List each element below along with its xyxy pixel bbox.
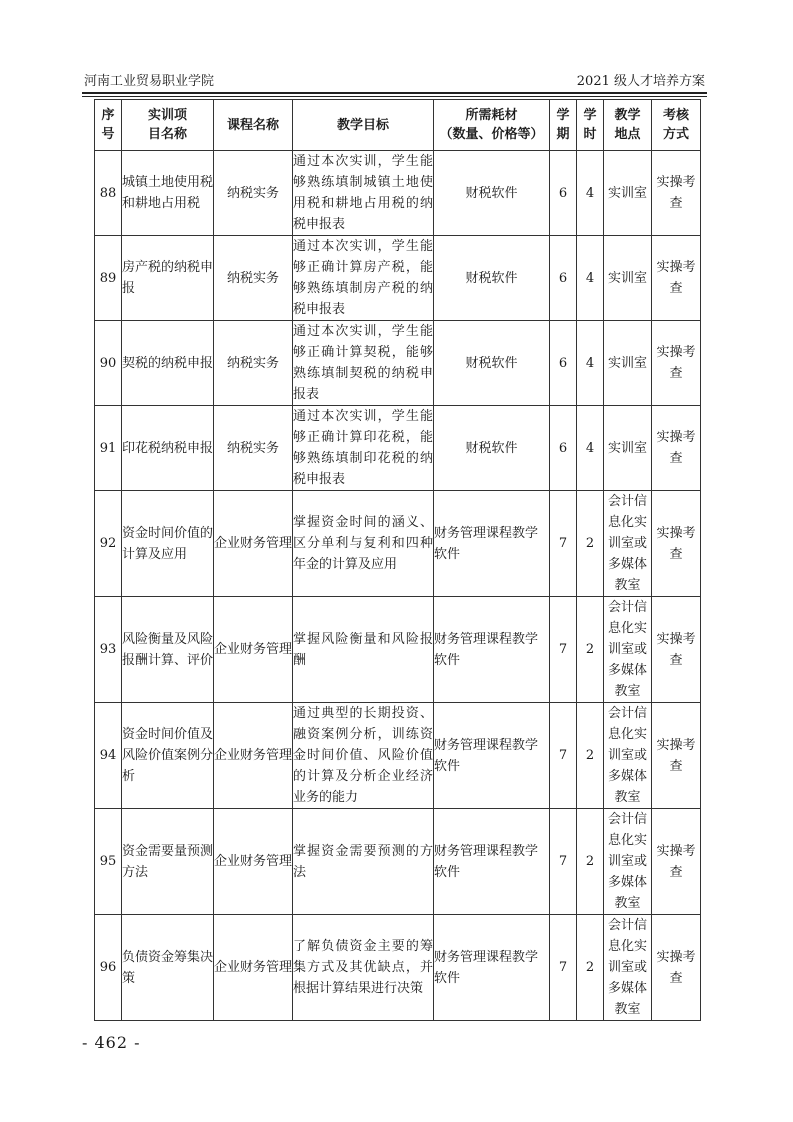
col-header-materials-text: 所需耗材 （数量、价格等）: [439, 108, 544, 142]
row-hours: 2: [577, 597, 604, 703]
row-no: 88: [95, 151, 122, 236]
table-header-row: [95, 100, 701, 151]
row-hours: 2: [577, 809, 604, 915]
row-course: 企业财务管理: [214, 809, 293, 915]
row-project: 契税的纳税申报: [122, 321, 214, 406]
row-assessment: 实操考查: [652, 597, 701, 703]
row-term: 7: [550, 703, 577, 809]
plan-title: 2021 级人才培养方案: [576, 74, 705, 89]
row-materials: 财务管理课程教学软件: [434, 597, 550, 703]
row-objective: 掌握风险衡量和风险报酬: [293, 597, 434, 703]
row-term: 7: [550, 809, 577, 915]
row-project: 风险衡量及风险报酬计算、评价: [122, 597, 214, 703]
table-row: [95, 236, 701, 321]
page-header: [82, 70, 707, 94]
row-materials: 财务管理课程教学软件: [434, 915, 550, 1021]
col-header-hours: [577, 100, 604, 151]
table-row: [95, 597, 701, 703]
row-assessment: 实操考查: [652, 321, 701, 406]
row-materials: 财税软件: [434, 151, 550, 236]
row-objective: 通过典型的长期投资、融资案例分析，训练资金时间价值、风险价值的计算及分析企业经济业务的能力: [293, 703, 434, 809]
row-materials: 财务管理课程教学软件: [434, 491, 550, 597]
row-project: 印花税纳税申报: [122, 406, 214, 491]
row-course: 企业财务管理: [214, 703, 293, 809]
row-objective: 通过本次实训，学生能够正确计算契税，能够熟练填制契税的纳税申报表: [293, 321, 434, 406]
row-no: 95: [95, 809, 122, 915]
row-objective: 了解负债资金主要的筹集方式及其优缺点，并根据计算结果进行决策: [293, 915, 434, 1021]
col-header-term: [550, 100, 577, 151]
row-location: 实训室: [604, 321, 652, 406]
row-assessment: 实操考查: [652, 809, 701, 915]
col-header-project-text: 实训项 目名称: [147, 108, 187, 142]
row-course: 企业财务管理: [214, 597, 293, 703]
row-no: 93: [95, 597, 122, 703]
row-course: 纳税实务: [214, 406, 293, 491]
row-course: 纳税实务: [214, 151, 293, 236]
table-row: [95, 321, 701, 406]
col-header-assessment-text: 考核 方式: [662, 108, 689, 142]
row-term: 7: [550, 915, 577, 1021]
row-project: 资金时间价值及风险价值案例分析: [122, 703, 214, 809]
row-assessment: 实操考查: [652, 491, 701, 597]
row-term: 6: [550, 406, 577, 491]
row-term: 7: [550, 597, 577, 703]
col-header-materials: [434, 100, 550, 151]
row-course: 纳税实务: [214, 236, 293, 321]
table-row: [95, 915, 701, 1021]
row-materials: 财务管理课程教学软件: [434, 703, 550, 809]
row-term: 6: [550, 236, 577, 321]
col-header-term-text: 学 期: [556, 108, 570, 142]
header-rule-thin: [82, 96, 707, 97]
col-header-assessment: [652, 100, 701, 151]
row-location: 会计信息化实训室或多媒体教室: [604, 491, 652, 597]
col-header-location-text: 教学 地点: [614, 108, 641, 142]
row-no: 92: [95, 491, 122, 597]
school-name: 河南工业贸易职业学院: [84, 74, 215, 89]
row-hours: 4: [577, 151, 604, 236]
row-hours: 2: [577, 703, 604, 809]
row-location: 实训室: [604, 236, 652, 321]
row-term: 7: [550, 491, 577, 597]
row-term: 6: [550, 321, 577, 406]
col-header-hours-text: 学 时: [583, 108, 597, 142]
row-assessment: 实操考查: [652, 915, 701, 1021]
row-location: 实训室: [604, 406, 652, 491]
row-assessment: 实操考查: [652, 236, 701, 321]
training-table: [94, 99, 701, 1021]
row-assessment: 实操考查: [652, 151, 701, 236]
table-row: [95, 703, 701, 809]
row-no: 89: [95, 236, 122, 321]
row-objective: 掌握资金需要预测的方法: [293, 809, 434, 915]
row-assessment: 实操考查: [652, 703, 701, 809]
col-header-no: [95, 100, 122, 151]
row-no: 91: [95, 406, 122, 491]
table-row: [95, 491, 701, 597]
row-hours: 4: [577, 406, 604, 491]
row-course: 企业财务管理: [214, 915, 293, 1021]
row-materials: 财税软件: [434, 236, 550, 321]
row-hours: 2: [577, 491, 604, 597]
col-header-objective-text: 教学目标: [336, 117, 389, 133]
row-no: 94: [95, 703, 122, 809]
row-materials: 财务管理课程教学软件: [434, 809, 550, 915]
row-project: 负债资金筹集决策: [122, 915, 214, 1021]
table-row: [95, 809, 701, 915]
col-header-objective: [293, 100, 434, 151]
row-objective: 掌握资金时间的涵义、区分单利与复利和四种年金的计算及应用: [293, 491, 434, 597]
header-rule-thick: [82, 92, 707, 94]
row-hours: 2: [577, 915, 604, 1021]
row-project: 房产税的纳税申报: [122, 236, 214, 321]
col-header-no-text: 序 号: [101, 108, 115, 142]
row-project: 资金时间价值的计算及应用: [122, 491, 214, 597]
col-header-course-text: 课程名称: [226, 117, 279, 133]
row-objective: 通过本次实训，学生能够熟练填制城镇土地使用税和耕地占用税的纳税申报表: [293, 151, 434, 236]
page-number: - 462 -: [82, 1033, 141, 1052]
row-course: 企业财务管理: [214, 491, 293, 597]
table-row: [95, 151, 701, 236]
row-assessment: 实操考查: [652, 406, 701, 491]
row-location: 会计信息化实训室或多媒体教室: [604, 703, 652, 809]
row-project: 城镇土地使用税和耕地占用税: [122, 151, 214, 236]
row-materials: 财税软件: [434, 321, 550, 406]
row-project: 资金需要量预测方法: [122, 809, 214, 915]
row-objective: 通过本次实训，学生能够正确计算印花税，能够熟练填制印花税的纳税申报表: [293, 406, 434, 491]
row-no: 96: [95, 915, 122, 1021]
table-row: [95, 406, 701, 491]
row-objective: 通过本次实训，学生能够正确计算房产税，能够熟练填制房产税的纳税申报表: [293, 236, 434, 321]
row-location: 实训室: [604, 151, 652, 236]
col-header-location: [604, 100, 652, 151]
row-location: 会计信息化实训室或多媒体教室: [604, 915, 652, 1021]
row-no: 90: [95, 321, 122, 406]
col-header-course: [214, 100, 293, 151]
row-location: 会计信息化实训室或多媒体教室: [604, 809, 652, 915]
row-location: 会计信息化实训室或多媒体教室: [604, 597, 652, 703]
col-header-project: [122, 100, 214, 151]
row-hours: 4: [577, 236, 604, 321]
row-term: 6: [550, 151, 577, 236]
row-materials: 财税软件: [434, 406, 550, 491]
row-hours: 4: [577, 321, 604, 406]
row-course: 纳税实务: [214, 321, 293, 406]
